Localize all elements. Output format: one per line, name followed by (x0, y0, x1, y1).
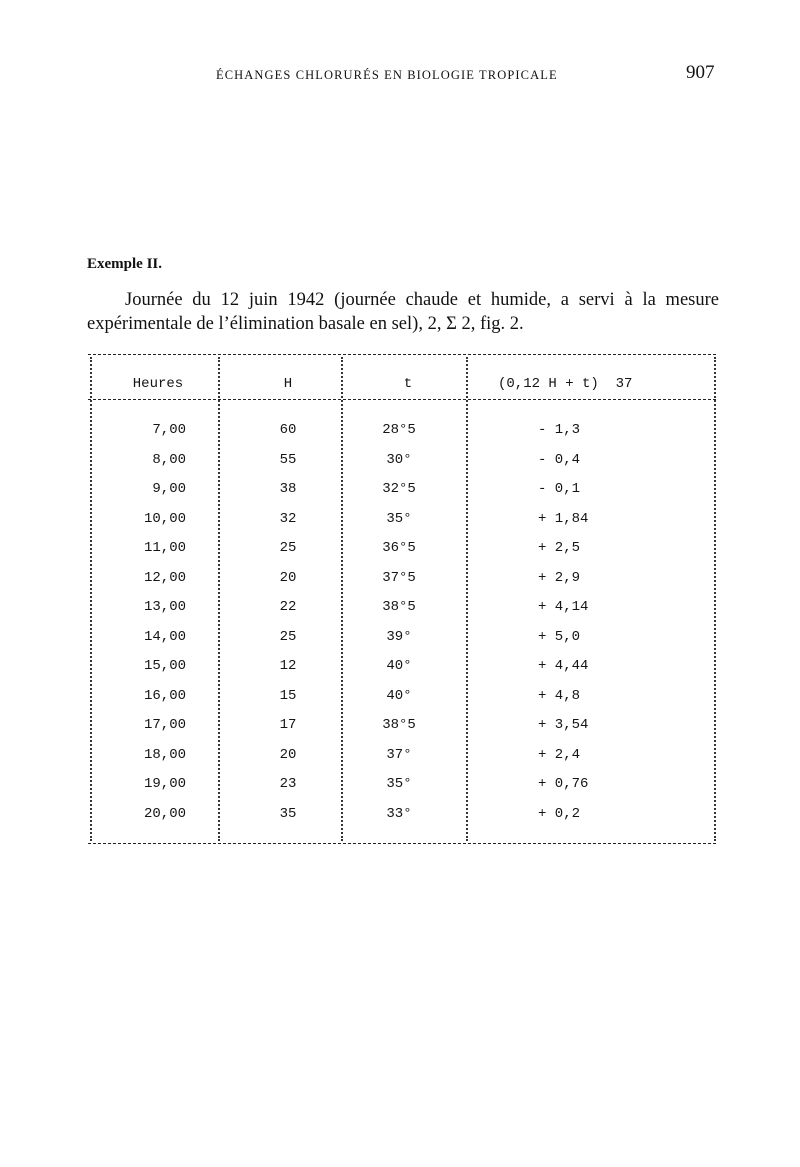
column-header-expression: (0,12 H + t) 37 (498, 376, 633, 392)
table-row (88, 449, 716, 471)
cell-value: + 4,14 (538, 599, 589, 615)
cell-heures: 7,00 (152, 422, 186, 438)
cell-t: 33° (386, 805, 412, 822)
table-row (88, 685, 716, 707)
cell-h: 15 (279, 687, 297, 704)
table-row (88, 508, 716, 530)
cell-heures: 20,00 (143, 805, 186, 822)
cell-value: + 0,2 (538, 805, 581, 822)
cell-heures: 16,00 (143, 687, 186, 704)
cell-value: + 4,8 (538, 687, 581, 704)
cell-value: + 3,54 (538, 717, 589, 733)
cell-h: 12 (279, 658, 297, 674)
table-header-rule (88, 399, 716, 400)
table-row (88, 419, 716, 441)
table-row (88, 803, 716, 825)
cell-h: 25 (279, 540, 297, 556)
cell-h: 17 (279, 717, 297, 733)
table-row (88, 596, 716, 618)
cell-heures: 12,00 (143, 569, 186, 586)
cell-h: 25 (279, 628, 297, 645)
cell-heures: 11,00 (143, 540, 186, 556)
cell-h: 35 (279, 805, 297, 822)
cell-heures: 9,00 (152, 481, 186, 497)
cell-heures: 10,00 (143, 510, 186, 527)
table-row (88, 537, 716, 559)
table-top-rule (88, 354, 716, 355)
cell-t: 39° (386, 628, 412, 645)
cell-heures: 18,00 (143, 746, 186, 763)
cell-h: 23 (279, 776, 297, 792)
cell-t: 38°5 (382, 599, 416, 615)
cell-t: 32°5 (382, 481, 416, 497)
column-header-h: H (283, 376, 293, 392)
cell-h: 32 (279, 510, 297, 527)
cell-heures: 14,00 (143, 628, 186, 645)
cell-value: + 2,9 (538, 569, 581, 586)
cell-t: 28°5 (382, 422, 416, 438)
column-header-t: t (403, 376, 413, 392)
running-head (0, 62, 800, 86)
table-row (88, 478, 716, 500)
data-table (88, 349, 720, 849)
column-header-heures: Heures (132, 376, 184, 392)
cell-value: - 0,4 (538, 451, 581, 468)
cell-value: - 1,3 (538, 422, 581, 438)
table-row (88, 626, 716, 648)
table-row (88, 744, 716, 766)
cell-t: 36°5 (382, 540, 416, 556)
cell-value: + 5,0 (538, 628, 581, 645)
cell-t: 35° (386, 776, 412, 792)
cell-value: + 0,76 (538, 776, 589, 792)
table-row (88, 714, 716, 736)
table-row (88, 773, 716, 795)
cell-value: + 2,4 (538, 746, 581, 763)
table-bottom-rule (88, 843, 716, 844)
body-paragraph: Journée du 12 juin 1942 (journée chaude et humide, a servi à la mesure expérimentale de l’élimination basale en sel), 2, Σ 2, fig. 2. (87, 290, 719, 334)
table-header-row (88, 373, 716, 395)
cell-heures: 15,00 (143, 658, 186, 674)
cell-heures: 17,00 (143, 717, 186, 733)
cell-value: + 4,44 (538, 658, 589, 674)
cell-h: 20 (279, 746, 297, 763)
cell-heures: 13,00 (143, 599, 186, 615)
cell-h: 38 (279, 481, 297, 497)
cell-t: 35° (386, 510, 412, 527)
cell-t: 37° (386, 746, 412, 763)
cell-heures: 19,00 (143, 776, 186, 792)
cell-t: 37°5 (382, 569, 416, 586)
cell-t: 30° (386, 451, 412, 468)
running-title: ÉCHANGES CHLORURÉS EN BIOLOGIE TROPICALE (216, 68, 558, 82)
cell-h: 60 (279, 422, 297, 438)
cell-value: + 2,5 (538, 540, 581, 556)
cell-value: + 1,84 (538, 510, 589, 527)
cell-h: 20 (279, 569, 297, 586)
cell-t: 38°5 (382, 717, 416, 733)
cell-t: 40° (386, 687, 412, 704)
cell-t: 40° (386, 658, 412, 674)
section-heading: Exemple II. (87, 256, 162, 272)
table-row (88, 655, 716, 677)
cell-h: 22 (279, 599, 297, 615)
table-row (88, 567, 716, 589)
cell-heures: 8,00 (152, 451, 186, 468)
cell-value: - 0,1 (538, 481, 581, 497)
cell-h: 55 (279, 451, 297, 468)
page-number: 907 (686, 62, 715, 83)
